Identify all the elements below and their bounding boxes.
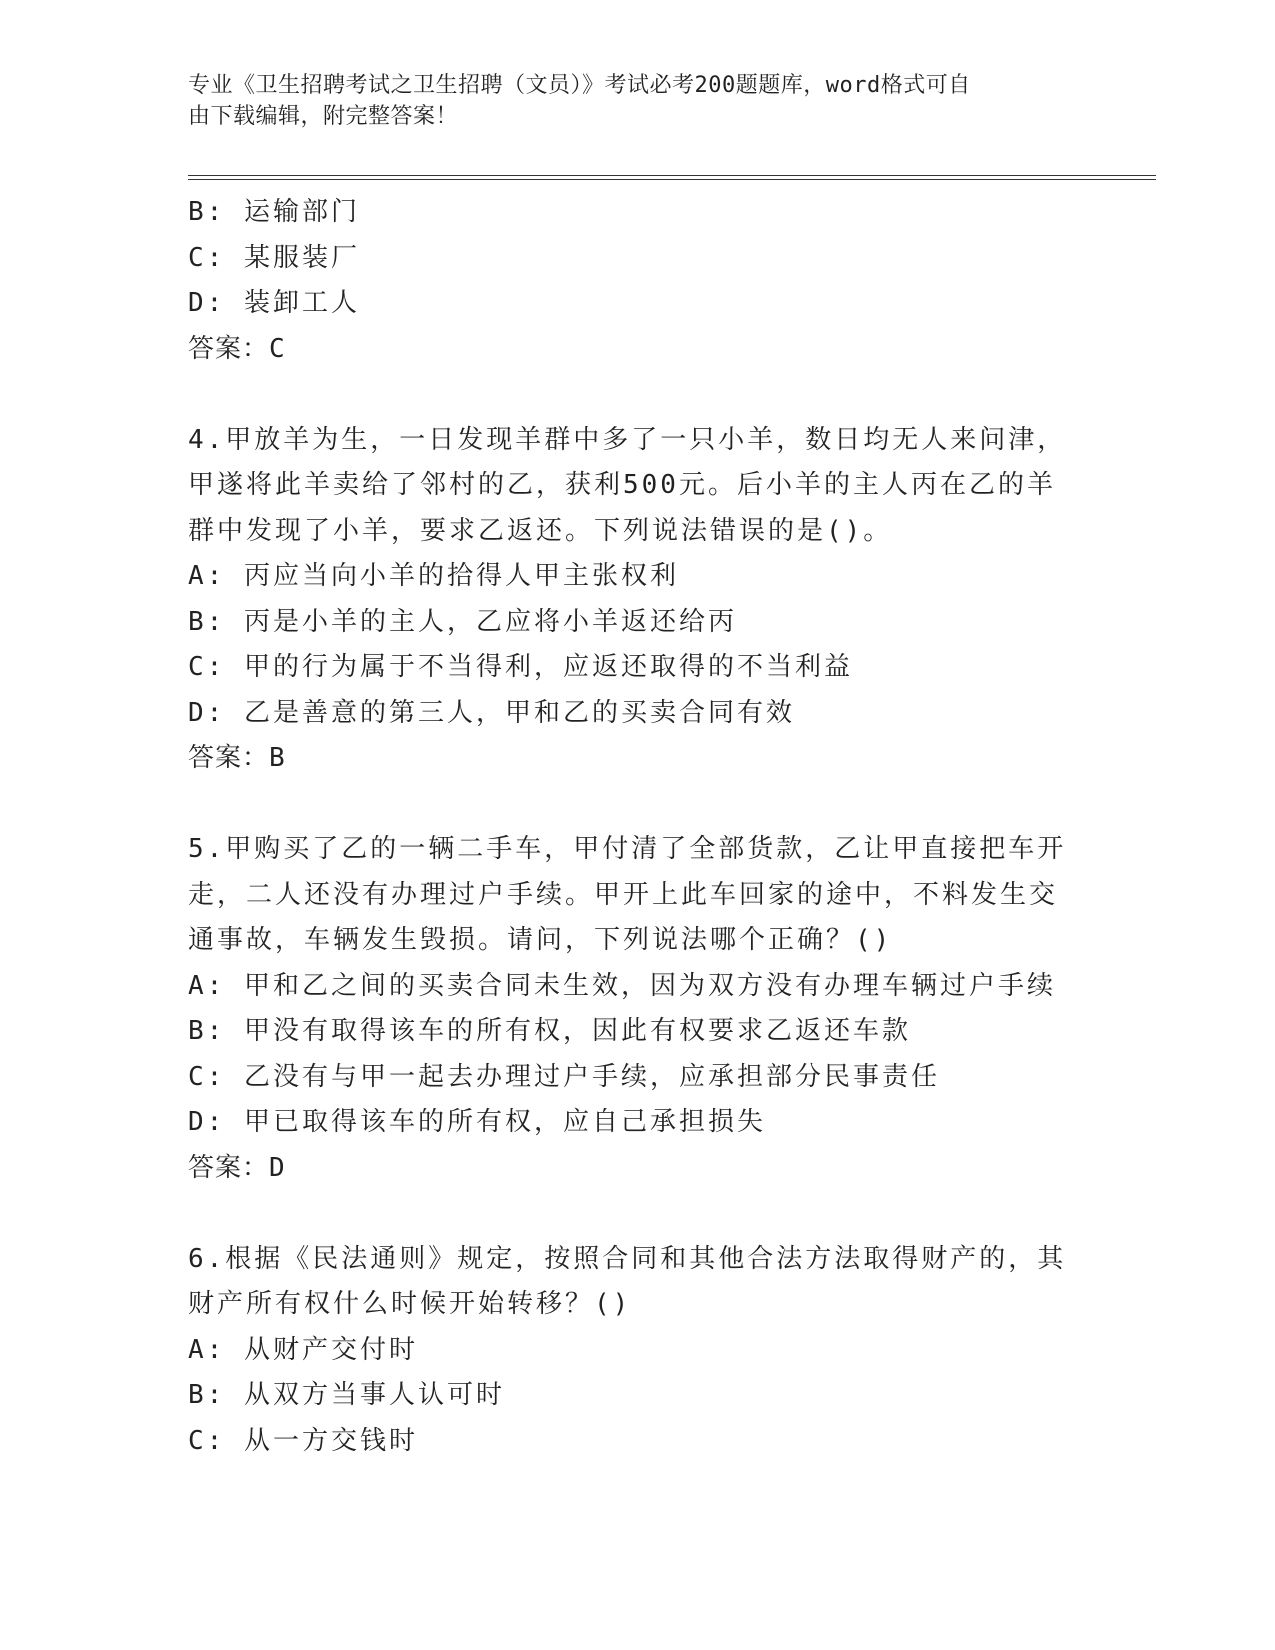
question-stem-line: 5.甲购买了乙的一辆二手车，甲付清了全部货款，乙让甲直接把车开 [188,834,1067,864]
answer-line: 答案：B [188,743,286,773]
spacer [188,1191,1088,1237]
option-b: B: 运输部门 [188,197,360,227]
question-3-continued [188,190,1088,372]
option-b: B: 从双方当事人认可时 [188,1380,505,1410]
option-c: C: 甲的行为属于不当得利，应返还取得的不当利益 [188,652,853,682]
page-header [188,70,1068,132]
option-a: A: 甲和乙之间的买卖合同未生效，因为双方没有办理车辆过户手续 [188,970,1056,1001]
question-stem-line: 4.甲放羊为生，一日发现羊群中多了一只小羊，数日均无人来问津， [188,424,1067,455]
option-d: D: 甲已取得该车的所有权，应自己承担损失 [188,1107,766,1137]
question-stem-line: 财产所有权什么时候开始转移？() [188,1289,632,1319]
option-b: B: 丙是小羊的主人，乙应将小羊返还给丙 [188,606,737,637]
question-stem-line: 通事故，车辆发生毁损。请问，下列说法哪个正确？() [188,925,893,955]
header-title-line-2: 由下载编辑，附完整答案！ [188,104,459,129]
option-d: D: 装卸工人 [188,288,360,318]
question-stem-line: 甲遂将此羊卖给了邻村的乙，获利500元。后小羊的主人丙在乙的羊 [188,470,1056,500]
spacer [188,782,1088,828]
question-stem-line: 6.根据《民法通则》规定，按照合同和其他合法方法取得财产的，其 [188,1243,1067,1274]
question-list [188,190,1088,1464]
question-5 [188,827,1088,1191]
question-6 [188,1237,1088,1465]
answer-line: 答案：C [188,333,286,364]
option-c: C: 某服装厂 [188,242,360,273]
option-c: C: 乙没有与甲一起去办理过户手续，应承担部分民事责任 [188,1061,940,1092]
option-c: C: 从一方交钱时 [188,1425,418,1456]
header-title-line-1: 专业《卫生招聘考试之卫生招聘（文员）》考试必考200题题库，word格式可自 [188,73,971,98]
spacer [188,372,1088,418]
question-stem-line: 走，二人还没有办理过户手续。甲开上此车回家的途中，不料发生交 [188,879,1059,910]
option-b: B: 甲没有取得该车的所有权，因此有权要求乙返还车款 [188,1016,911,1046]
question-stem-line: 群中发现了小羊，要求乙返还。下列说法错误的是()。 [188,515,893,546]
option-d: D: 乙是善意的第三人，甲和乙的买卖合同有效 [188,697,795,728]
option-a: A: 丙应当向小羊的拾得人甲主张权利 [188,561,679,591]
question-4 [188,418,1088,782]
option-a: A: 从财产交付时 [188,1334,418,1365]
header-divider [188,175,1156,180]
answer-line: 答案：D [188,1152,286,1183]
